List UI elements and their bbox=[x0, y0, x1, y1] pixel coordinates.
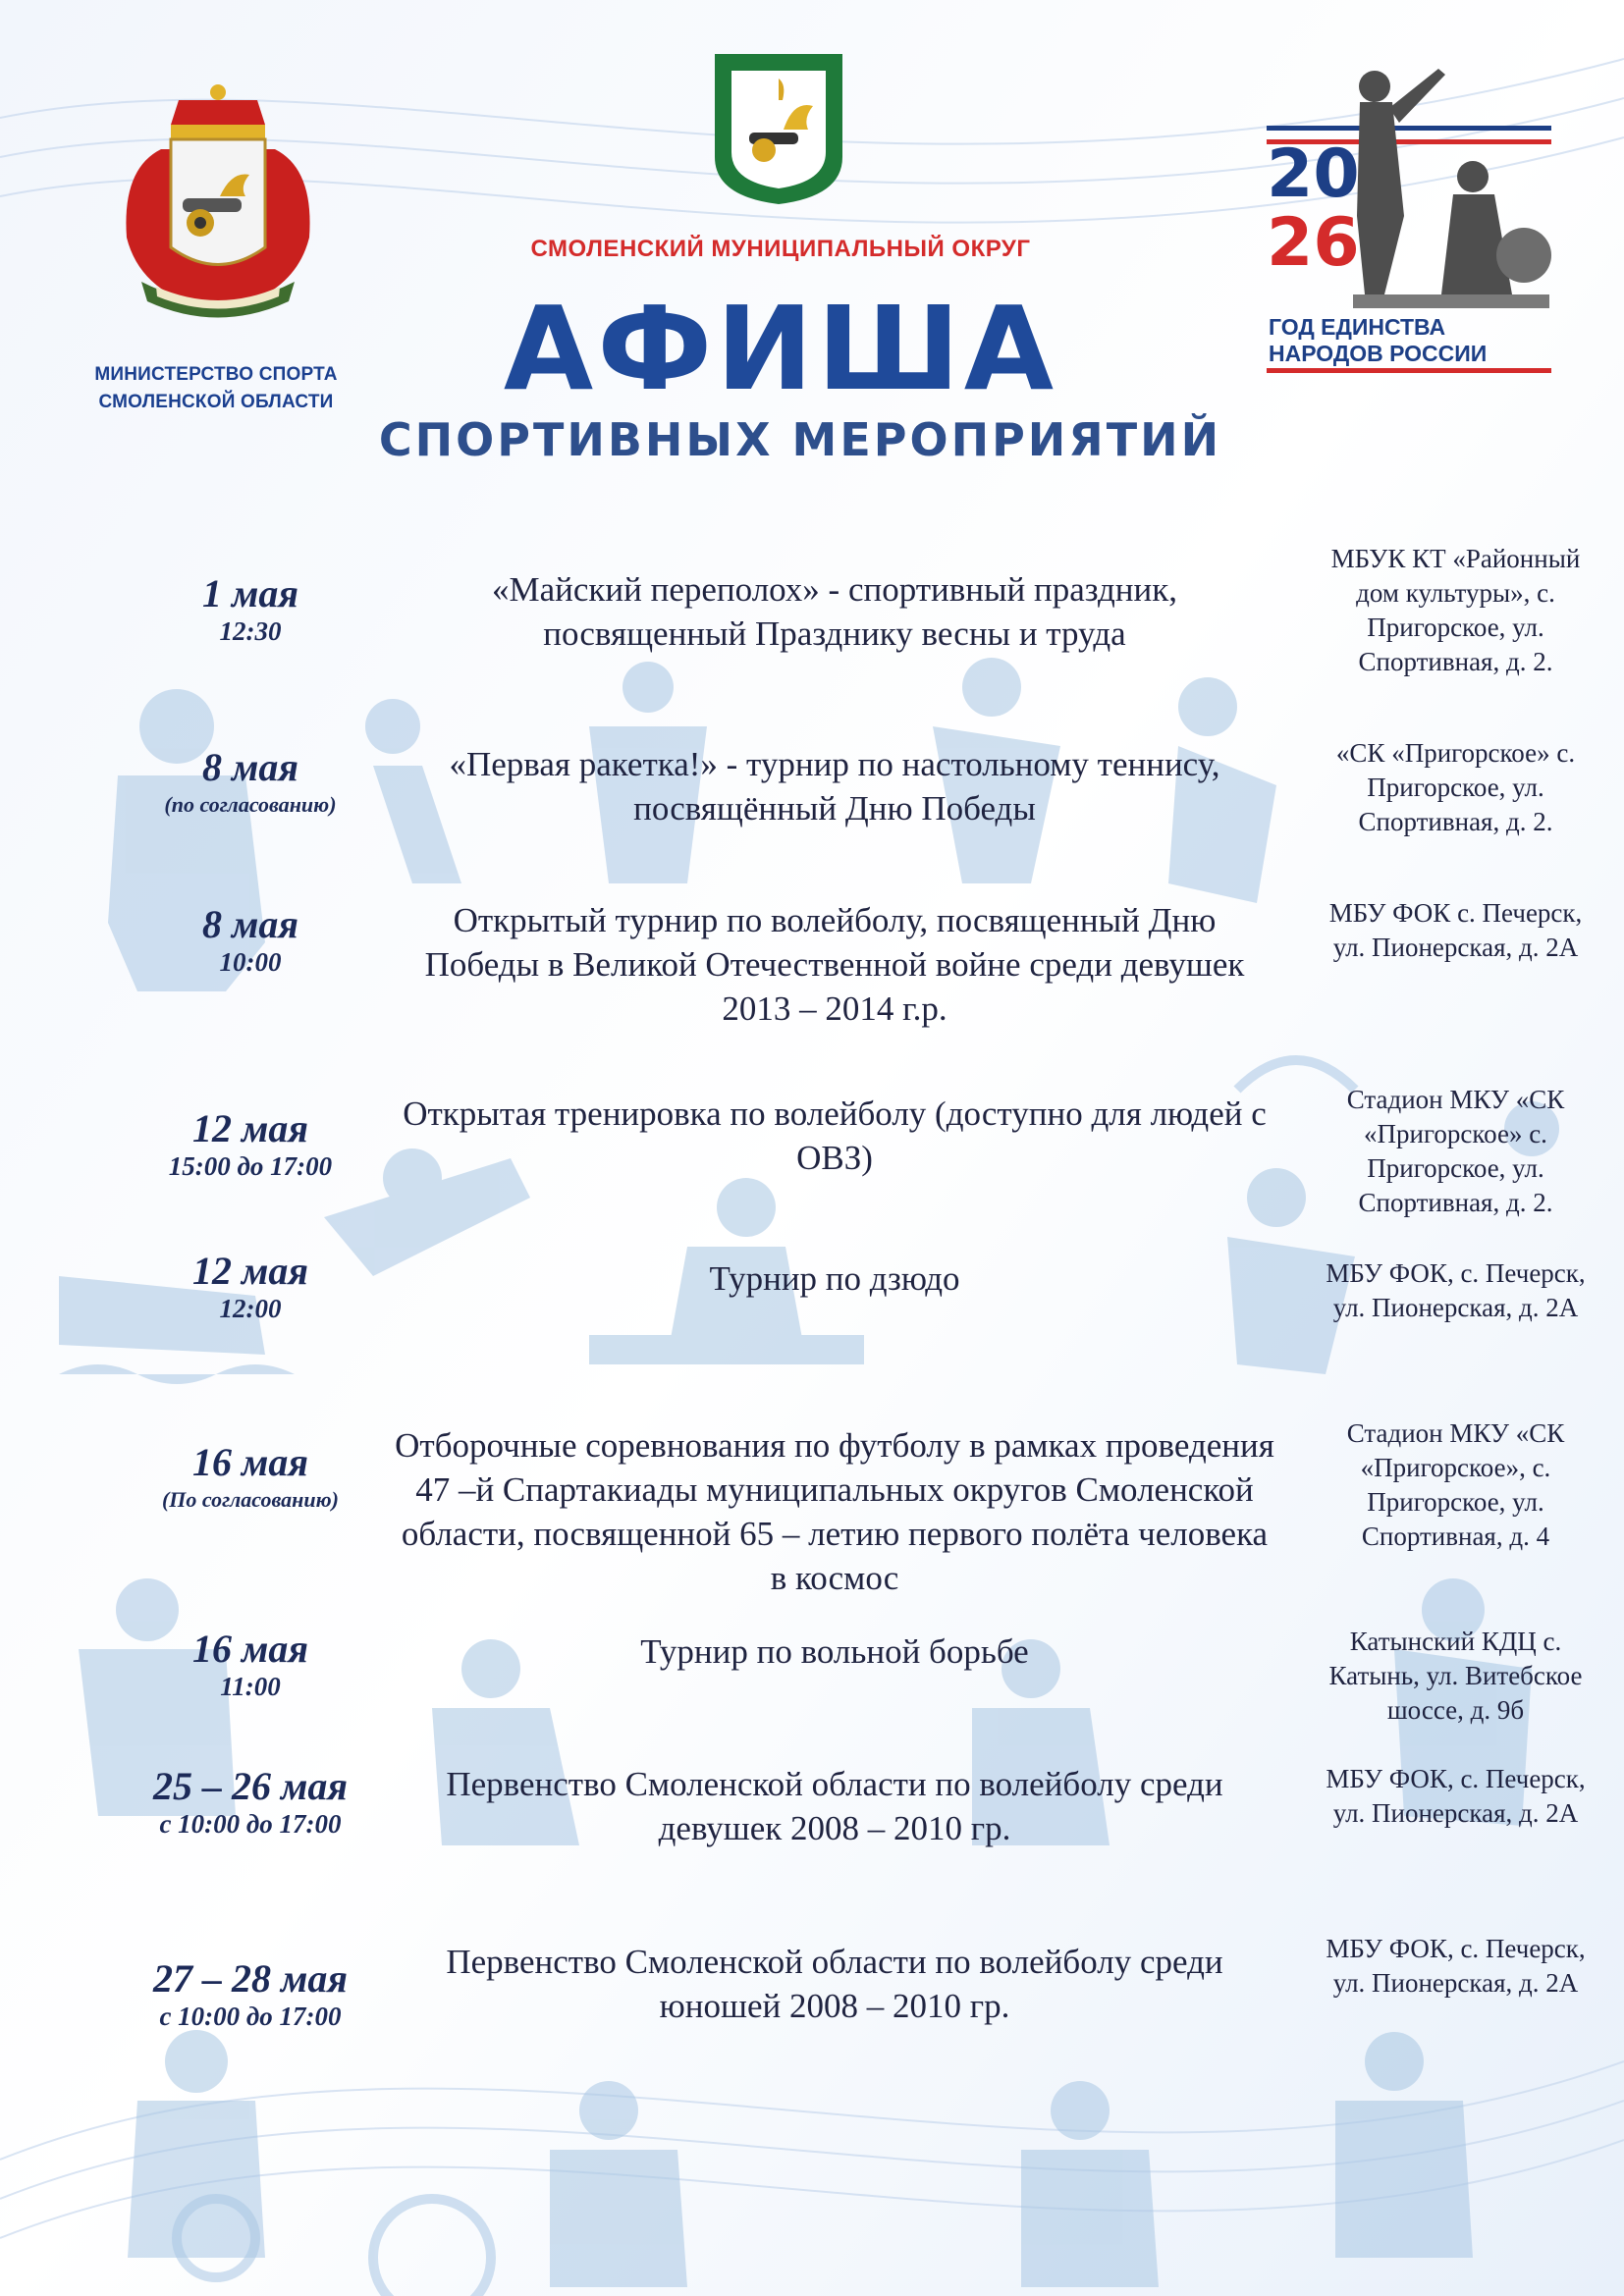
event-title: «Майский переполох» - спортивный праздник, посвященный Празднику весны и труда bbox=[491, 570, 1178, 653]
event-date: 16 мая bbox=[191, 1440, 308, 1484]
event-time: 11:00 bbox=[220, 1672, 281, 1701]
event-date: 12 мая bbox=[191, 1249, 308, 1293]
event-venue: Стадион МКУ «СК «Пригорское», с. Пригорское, ул. Спортивная, д. 4 bbox=[1346, 1418, 1565, 1551]
event-title: Отборочные соревнования по футболу в рамках проведения 47 –й Спартакиады муниципальных округов Смоленской области, посвященной 65 – летию первого полёта человека в космос bbox=[395, 1426, 1274, 1597]
event-date: 27 – 28 мая bbox=[152, 1956, 348, 2001]
event-title: Первенство Смоленской области по волейболу среди юношей 2008 – 2010 гр. bbox=[446, 1943, 1223, 2025]
event-date: 16 мая bbox=[191, 1627, 308, 1671]
ministry-name: МИНИСТЕРСТВО СПОРТА СМОЛЕНСКОЙ ОБЛАСТИ bbox=[94, 364, 338, 412]
event-venue: Стадион МКУ «СК «Пригорское» с. Пригорское, ул. Спортивная, д. 2. bbox=[1346, 1085, 1565, 1217]
event-time: 12:00 bbox=[219, 1294, 282, 1323]
event-venue: МБУ ФОК, с. Печерск, ул. Пионерская, д. 2А bbox=[1326, 1258, 1586, 1322]
event-date: 8 мая bbox=[201, 902, 298, 946]
event-venue: Катынский КДЦ с. Катынь, ул. Витебское шоссе, д. 9б bbox=[1328, 1627, 1583, 1725]
event-date: 1 мая bbox=[201, 571, 298, 615]
event-time: 15:00 до 17:00 bbox=[168, 1151, 333, 1181]
event-title: Турнир по дзюдо bbox=[709, 1259, 960, 1298]
year-top: 20 bbox=[1267, 135, 1360, 213]
event-date: 25 – 26 мая bbox=[152, 1764, 348, 1808]
event-venue: МБУК КТ «Районный дом культуры», с. Пригорское, ул. Спортивная, д. 2. bbox=[1330, 544, 1581, 676]
page-subtitle: СПОРТИВНЫХ МЕРОПРИЯТИЙ bbox=[378, 413, 1222, 466]
event-title: Первенство Смоленской области по волейболу среди девушек 2008 – 2010 гр. bbox=[446, 1765, 1223, 1847]
event-venue: «СК «Пригорское» с. Пригорское, ул. Спортивная, д. 2. bbox=[1335, 738, 1576, 836]
event-time: (По согласованию) bbox=[161, 1487, 339, 1512]
event-venue: МБУ ФОК с. Печерск, ул. Пионерская, д. 2А bbox=[1328, 898, 1583, 962]
event-time: 12:30 bbox=[219, 616, 282, 646]
event-time: (по согласованию) bbox=[164, 792, 337, 817]
event-time: с 10:00 до 17:00 bbox=[159, 1809, 342, 1839]
event-title: Открытая тренировка по волейболу (доступно для людей с ОВЗ) bbox=[403, 1095, 1267, 1177]
event-time: 10:00 bbox=[219, 947, 282, 977]
event-date: 12 мая bbox=[191, 1106, 308, 1150]
district-name: СМОЛЕНСКИЙ МУНИЦИПАЛЬНЫЙ ОКРУГ bbox=[530, 236, 1031, 262]
event-title: Открытый турнир по волейболу, посвященный Дню Победы в Великой Отечественной войне среди девушек 2013 – 2014 г.р. bbox=[424, 901, 1245, 1028]
event-title: «Первая ракетка!» - турнир по настольному теннису, посвящённый Дню Победы bbox=[449, 745, 1220, 828]
event-venue: МБУ ФОК, с. Печерск, ул. Пионерская, д. 2А bbox=[1326, 1934, 1586, 1998]
year-bottom: 26 bbox=[1267, 204, 1360, 282]
event-date: 8 мая bbox=[201, 745, 298, 789]
year-caption: ГОД ЕДИНСТВА НАРОДОВ РОССИИ bbox=[1269, 314, 1488, 366]
page-title: АФИША bbox=[503, 281, 1058, 416]
event-venue: МБУ ФОК, с. Печерск, ул. Пионерская, д. 2А bbox=[1326, 1764, 1586, 1828]
event-time: с 10:00 до 17:00 bbox=[159, 2002, 342, 2031]
event-title: Турнир по вольной борьбе bbox=[640, 1632, 1029, 1671]
